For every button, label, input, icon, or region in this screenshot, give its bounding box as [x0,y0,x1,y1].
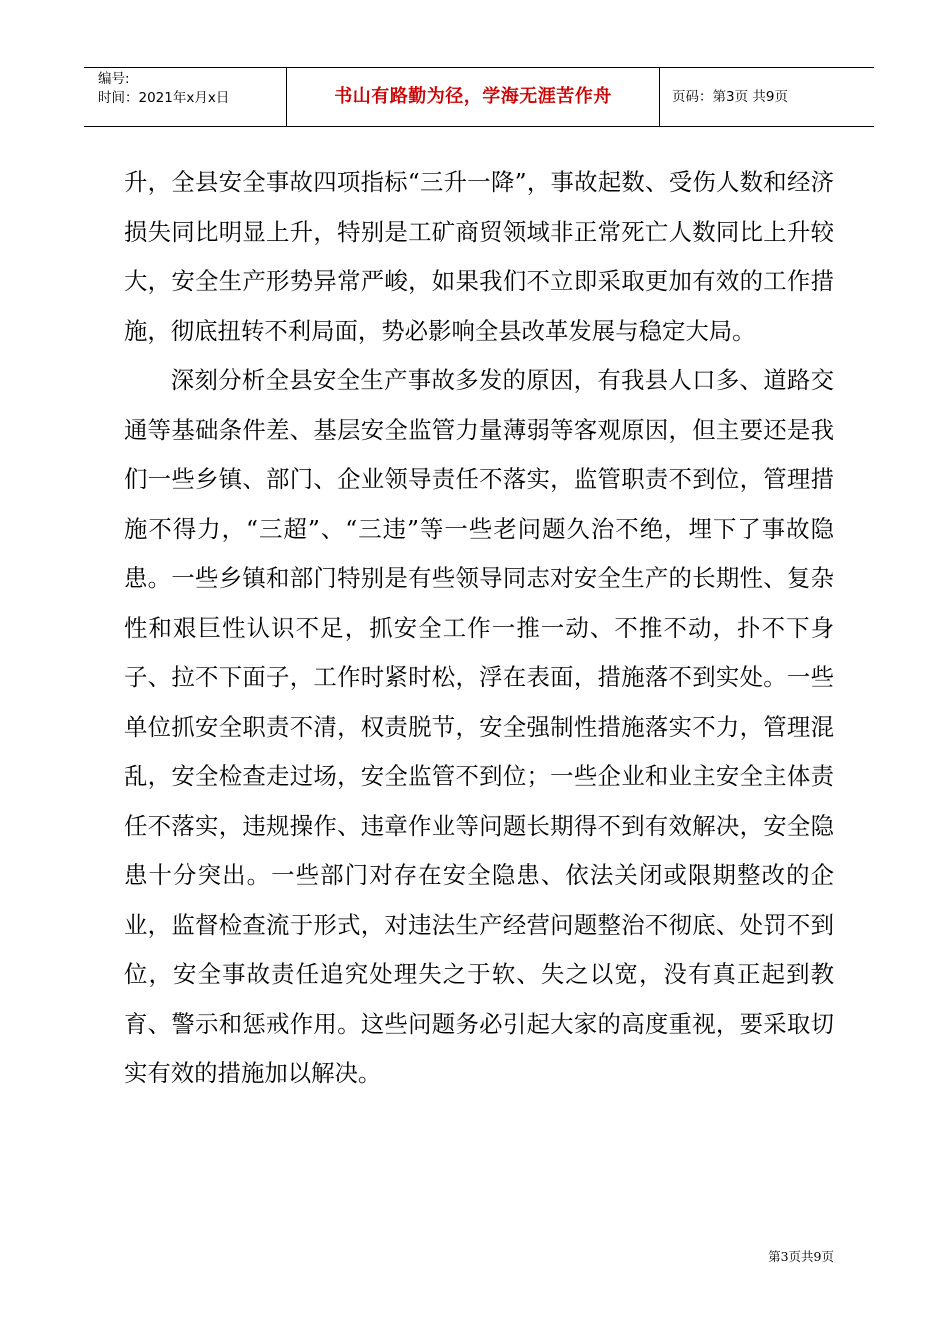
paragraph-analysis: 深刻分析全县安全生产事故多发的原因，有我县人口多、道路交通等基础条件差、基层安全监管力量薄弱等客观原因，但主要还是我们一些乡镇、部门、企业领导责任不落实，监管职责不到位，管理措施不得力，“三超”、“三违”等一些老问题久治不绝，埋下了事故隐患。一些乡镇和部门特别是有些领导同志对安全生产的长期性、复杂性和艰巨性认识不足，抓安全工作一推一动、不推不动，扑不下身子、拉不下面子，工作时紧时松，浮在表面，措施落不到实处。一些单位抓安全职责不清，权责脱节，安全强制性措施落实不力，管理混乱，安全检查走过场，安全监管不到位；一些企业和业主安全主体责任不落实，违规操作、违章作业等问题长期得不到有效解决，安全隐患十分突出。一些部门对存在安全隐患、依法关闭或限期整改的企业，监督检查流于形式，对违法生产经营问题整治不彻底、处罚不到位，安全事故责任追究处理失之于软、失之以宽，没有真正起到教育、警示和惩戒作用。这些问题务必引起大家的高度重视，要采取切实有效的措施加以解决。 [124,366,834,1087]
header-meta [84,68,286,126]
document-number-label: 编号: [98,71,130,87]
header-motto: 书山有路勤为径，学海无涯苦作舟 [286,68,660,126]
page-footer: 第3页共9页 [768,1249,834,1264]
paragraph-continued: 升，全县安全事故四项指标“三升一降”，事故起数、受伤人数和经济损失同比明显上升，特别是工矿商贸领域非正常死亡人数同比上升较大，安全生产形势异常严峻，如果我们不立即采取更加有效的工作措施，彻底扭转不利局面，势必影响全县改革发展与稳定大局。 [124,168,834,345]
document-body [124,158,834,1099]
page-header [84,67,874,127]
header-page-number: 页码：第3页 共9页 [672,89,788,105]
document-date: 时间：2021年x月x日 [98,90,230,106]
